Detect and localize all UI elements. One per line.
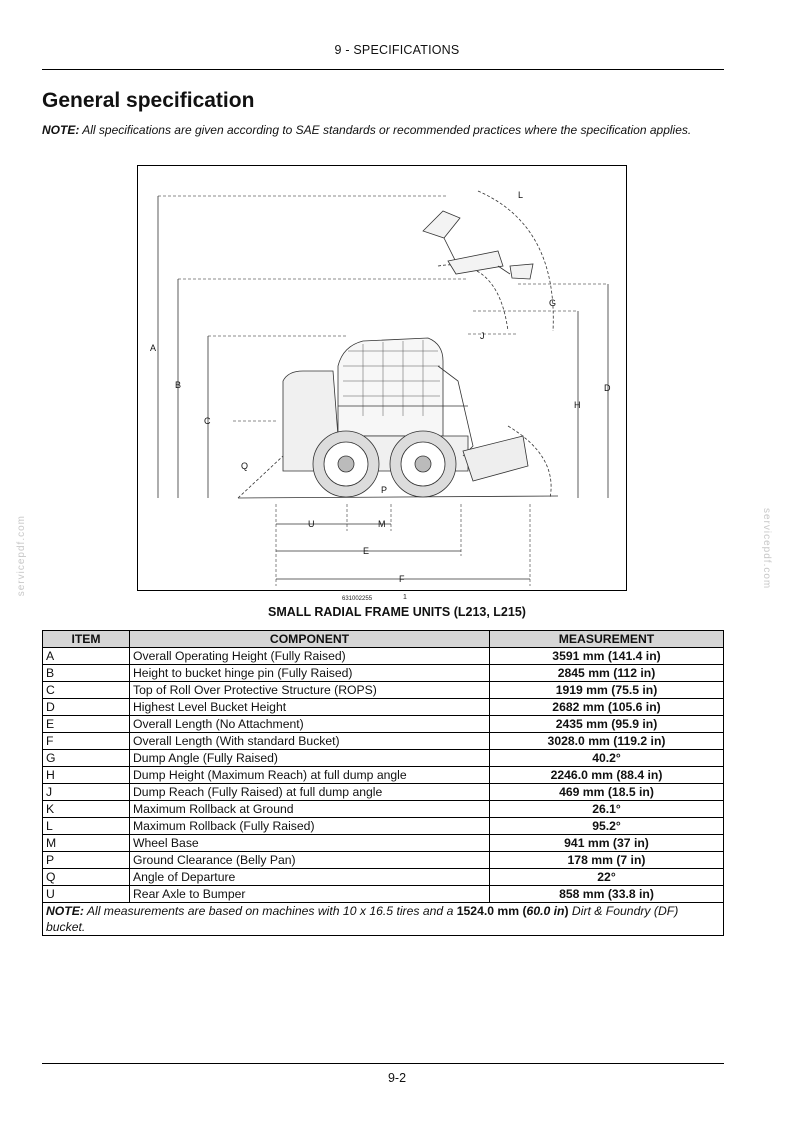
note-text: All specifications are given according to SAE standards or recommended practices where the specification applies.	[79, 123, 692, 137]
row-component: Angle of Departure	[130, 869, 490, 886]
row-component: Overall Length (No Attachment)	[130, 716, 490, 733]
page-title: General specification	[42, 89, 255, 112]
measurement-metric: 178 mm	[567, 853, 613, 867]
page-number: 9-2	[387, 1071, 407, 1085]
table-row	[43, 852, 724, 869]
measurement-imperial: 7 in	[620, 853, 642, 867]
label-h: H	[574, 400, 581, 410]
measurement-metric: 2682 mm	[552, 700, 605, 714]
table-note: NOTE: All measurements are based on machines with 10 x 16.5 tires and a 1524.0 mm (60.0 in) Dirt & Foundry (DF) bucket.	[43, 903, 724, 936]
measurement-metric: 2246.0 mm	[550, 768, 613, 782]
table-row	[43, 699, 724, 716]
measurement-imperial: 95.9 in	[615, 717, 654, 731]
measurement-metric: 469 mm	[559, 785, 605, 799]
table-row	[43, 733, 724, 750]
table-note-row	[43, 903, 724, 936]
row-component: Height to bucket hinge pin (Fully Raised)	[130, 665, 490, 682]
skid-steer-diagram	[138, 166, 628, 592]
ground-line	[238, 496, 558, 498]
label-j: J	[480, 331, 485, 341]
table-row	[43, 869, 724, 886]
measurement-metric: 95.2°	[592, 819, 621, 833]
label-d: D	[604, 383, 611, 393]
table-note-bold-metric: 1524.0 mm	[456, 904, 520, 918]
specification-table	[42, 630, 724, 936]
row-measurement: 941 mm (37 in)	[490, 835, 724, 852]
page-header-title: 9 - SPECIFICATIONS	[334, 43, 460, 57]
table-row	[43, 750, 724, 767]
table-row	[43, 886, 724, 903]
row-measurement: 1919 mm (75.5 in)	[490, 682, 724, 699]
label-b: B	[175, 380, 182, 390]
label-u: U	[308, 519, 315, 529]
measurement-metric: 941 mm	[564, 836, 610, 850]
watermark-right: servicepdf.com	[761, 508, 772, 590]
label-e: E	[363, 546, 370, 556]
label-q: Q	[241, 461, 249, 471]
row-item: J	[43, 784, 130, 801]
label-p: P	[381, 485, 388, 495]
measurement-imperial: 105.6 in	[611, 700, 657, 714]
row-item: L	[43, 818, 130, 835]
row-measurement: 2845 mm (112 in)	[490, 665, 724, 682]
row-item: F	[43, 733, 130, 750]
measurement-metric: 26.1°	[592, 802, 621, 816]
header-item: ITEM	[43, 631, 130, 648]
row-item: M	[43, 835, 130, 852]
measurement-imperial: 33.8 in	[611, 887, 650, 901]
row-measurement: 3028.0 mm (119.2 in)	[490, 733, 724, 750]
table-row	[43, 835, 724, 852]
measurement-metric: 22°	[597, 870, 616, 884]
row-component: Maximum Rollback at Ground	[130, 801, 490, 818]
table-row	[43, 767, 724, 784]
table-note-bold-imperial: 60.0 in	[526, 904, 565, 918]
row-item: E	[43, 716, 130, 733]
measurement-metric: 40.2°	[592, 751, 621, 765]
table-row	[43, 682, 724, 699]
table-row	[43, 665, 724, 682]
label-l: L	[518, 190, 524, 200]
row-item: C	[43, 682, 130, 699]
header-divider	[42, 69, 724, 70]
row-item: U	[43, 886, 130, 903]
row-component: Ground Clearance (Belly Pan)	[130, 852, 490, 869]
watermark-left: servicepdf.com	[16, 515, 27, 597]
row-measurement: 2246.0 mm (88.4 in)	[490, 767, 724, 784]
label-c: C	[204, 416, 211, 426]
row-component: Rear Axle to Bumper	[130, 886, 490, 903]
row-measurement: 858 mm (33.8 in)	[490, 886, 724, 903]
row-item: Q	[43, 869, 130, 886]
row-measurement: 2435 mm (95.9 in)	[490, 716, 724, 733]
row-component: Dump Height (Maximum Reach) at full dump angle	[130, 767, 490, 784]
measurement-imperial: 141.4 in	[611, 649, 657, 663]
row-component: Dump Angle (Fully Raised)	[130, 750, 490, 767]
row-measurement: 469 mm (18.5 in)	[490, 784, 724, 801]
measurement-metric: 2845 mm	[557, 666, 610, 680]
measurement-metric: 3591 mm	[552, 649, 605, 663]
measurement-metric: 858 mm	[559, 887, 605, 901]
row-component: Highest Level Bucket Height	[130, 699, 490, 716]
table-note-text-b: Dirt & Foundry (DF) bucket.	[46, 904, 679, 934]
row-component: Dump Reach (Fully Raised) at full dump angle	[130, 784, 490, 801]
label-m: M	[378, 519, 386, 529]
row-measurement	[490, 750, 724, 767]
measurement-metric: 1919 mm	[555, 683, 608, 697]
machine-dimension-figure	[137, 165, 627, 591]
table-row	[43, 801, 724, 818]
row-item: G	[43, 750, 130, 767]
row-item: A	[43, 648, 130, 665]
measurement-imperial: 37 in	[617, 836, 645, 850]
measurement-imperial: 88.4 in	[620, 768, 659, 782]
header-measurement: MEASUREMENT	[490, 631, 724, 648]
label-a: A	[150, 343, 157, 353]
measurement-metric: 3028.0 mm	[547, 734, 610, 748]
table-row	[43, 784, 724, 801]
table-note-text-a: All measurements are based on machines with 10 x 16.5 tires and a	[83, 904, 457, 918]
row-component: Wheel Base	[130, 835, 490, 852]
row-measurement: 178 mm (7 in)	[490, 852, 724, 869]
table-note-label: NOTE:	[46, 904, 84, 918]
footer-divider	[42, 1063, 724, 1064]
table-row	[43, 648, 724, 665]
label-f: F	[399, 574, 405, 584]
measurement-imperial: 18.5 in	[611, 785, 650, 799]
row-component: Overall Operating Height (Fully Raised)	[130, 648, 490, 665]
table-body	[43, 648, 724, 903]
row-measurement	[490, 818, 724, 835]
measurement-metric: 2435 mm	[555, 717, 608, 731]
row-item: B	[43, 665, 130, 682]
table-row	[43, 818, 724, 835]
table-row	[43, 716, 724, 733]
measurement-imperial: 75.5 in	[615, 683, 654, 697]
row-component: Maximum Rollback (Fully Raised)	[130, 818, 490, 835]
row-component: Overall Length (With standard Bucket)	[130, 733, 490, 750]
row-measurement: 3591 mm (141.4 in)	[490, 648, 724, 665]
header-component: COMPONENT	[130, 631, 490, 648]
measurement-imperial: 119.2 in	[617, 734, 662, 748]
table-header-row	[43, 631, 724, 648]
row-item: P	[43, 852, 130, 869]
figure-id: 631002255	[342, 596, 373, 602]
row-item: K	[43, 801, 130, 818]
figure-caption: SMALL RADIAL FRAME UNITS (L213, L215)	[268, 605, 526, 619]
row-measurement: 2682 mm (105.6 in)	[490, 699, 724, 716]
note-label: NOTE:	[42, 123, 80, 137]
row-item: D	[43, 699, 130, 716]
measurement-imperial: 112 in	[617, 666, 652, 680]
row-measurement	[490, 869, 724, 886]
label-g: G	[549, 298, 557, 308]
spec-note	[42, 123, 724, 138]
row-item: H	[43, 767, 130, 784]
figure-number: 1	[403, 594, 407, 601]
row-measurement	[490, 801, 724, 818]
row-component: Top of Roll Over Protective Structure (ROPS)	[130, 682, 490, 699]
